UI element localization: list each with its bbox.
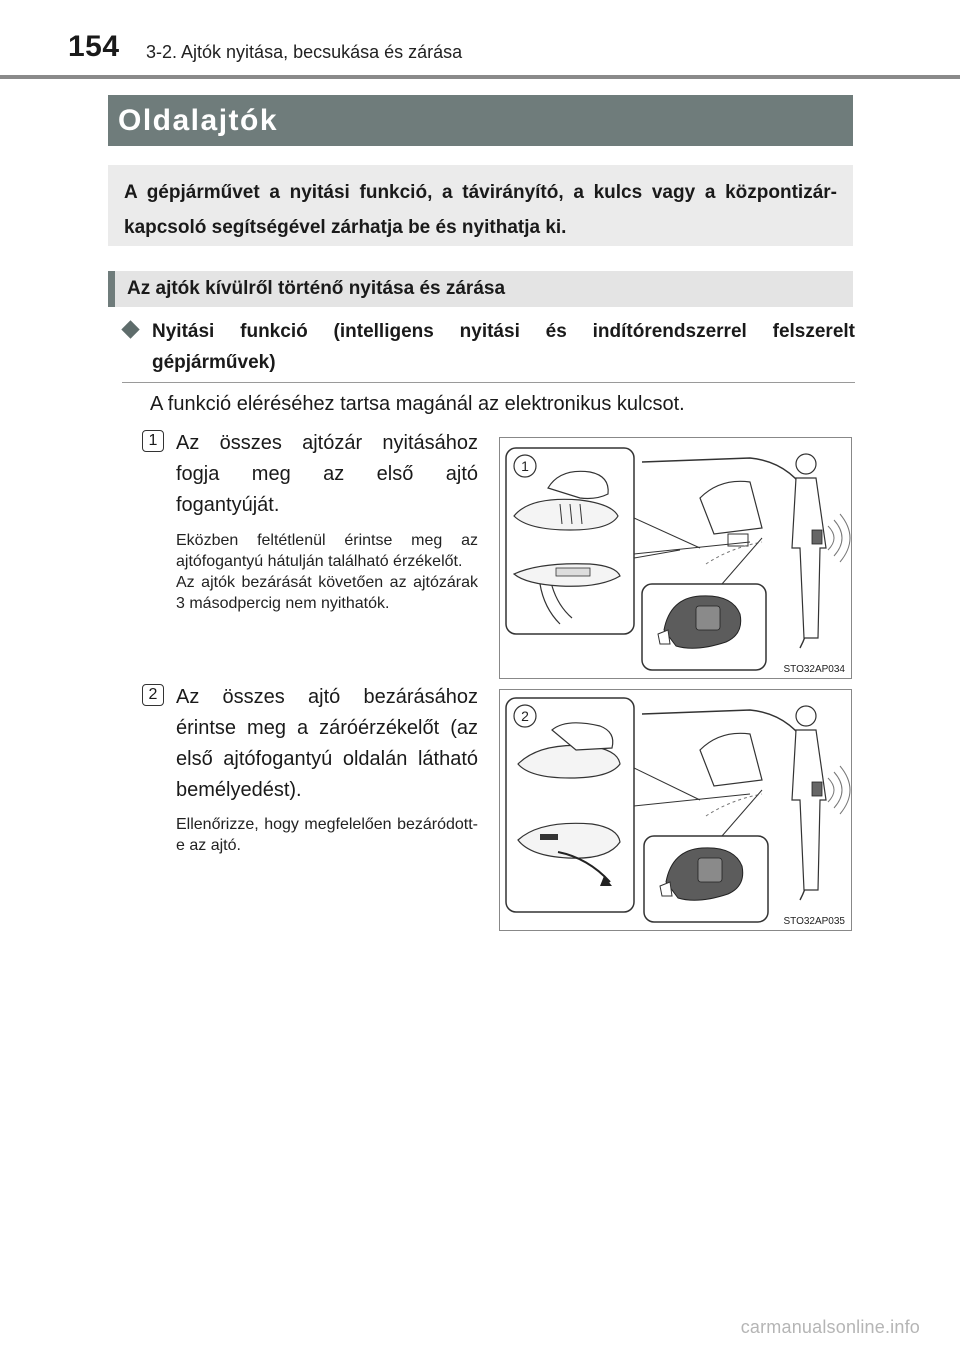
unlock-illustration <box>500 438 853 680</box>
figure-2-label: 2 <box>521 708 529 724</box>
bullet-heading-text: Nyitási funkció (intelligens nyitási és indítórendszerrel felszerelt gépjárművek) <box>152 321 855 373</box>
diamond-bullet-icon <box>121 320 139 338</box>
running-header: 3-2. Ajtók nyitása, becsukása és zárása <box>146 42 463 62</box>
watermark: carmanualsonline.info <box>740 1317 920 1337</box>
lock-illustration <box>500 690 853 932</box>
step-2-note: Ellenőrizze, hogy megfelelően bezáródott-e az ajtó. <box>176 816 478 854</box>
figure-1-code: STO32AP034 <box>783 664 845 675</box>
intro-box <box>108 165 853 246</box>
figure-1-label: 1 <box>521 458 529 474</box>
section-title <box>108 95 853 146</box>
bullet-rule <box>122 382 855 383</box>
step-1-note: Eközben feltétlenül érintse meg az ajtófogantyú hátulján található érzékelőt. Az ajtók bezárását követően az ajtózárak 3 másodpercig nem nyithatók. <box>176 532 478 612</box>
figure-unlock <box>499 437 852 679</box>
subsection-title-text: Az ajtók kívülről történő nyitása és zárása <box>127 278 506 299</box>
subsection-title <box>108 271 853 307</box>
section-title-text: Oldalajtók <box>118 103 279 137</box>
step-2-badge: 2 <box>142 684 164 706</box>
bullet-heading <box>122 316 855 378</box>
step-2-text: Az összes ajtó bezárásához érintse meg a záróérzékelőt (az első ajtófogantyú oldalán látható bemélyedést). <box>176 686 478 801</box>
lead-text: A funkció eléréséhez tartsa magánál az elektronikus kulcsot. <box>150 393 685 415</box>
figure-lock <box>499 689 852 931</box>
step-1-text: Az összes ajtózár nyitásához fogja meg az első ajtó fogantyúját. <box>176 432 478 516</box>
header-rule <box>0 75 960 79</box>
page-number: 154 <box>68 30 120 63</box>
step-1-badge: 1 <box>142 430 164 452</box>
intro-text: A gépjárművet a nyitási funkció, a távirányító, a kulcs vagy a központizár-kapcsoló segítségével zárhatja be és nyithatja ki. <box>124 182 837 238</box>
figure-2-code: STO32AP035 <box>783 916 845 927</box>
